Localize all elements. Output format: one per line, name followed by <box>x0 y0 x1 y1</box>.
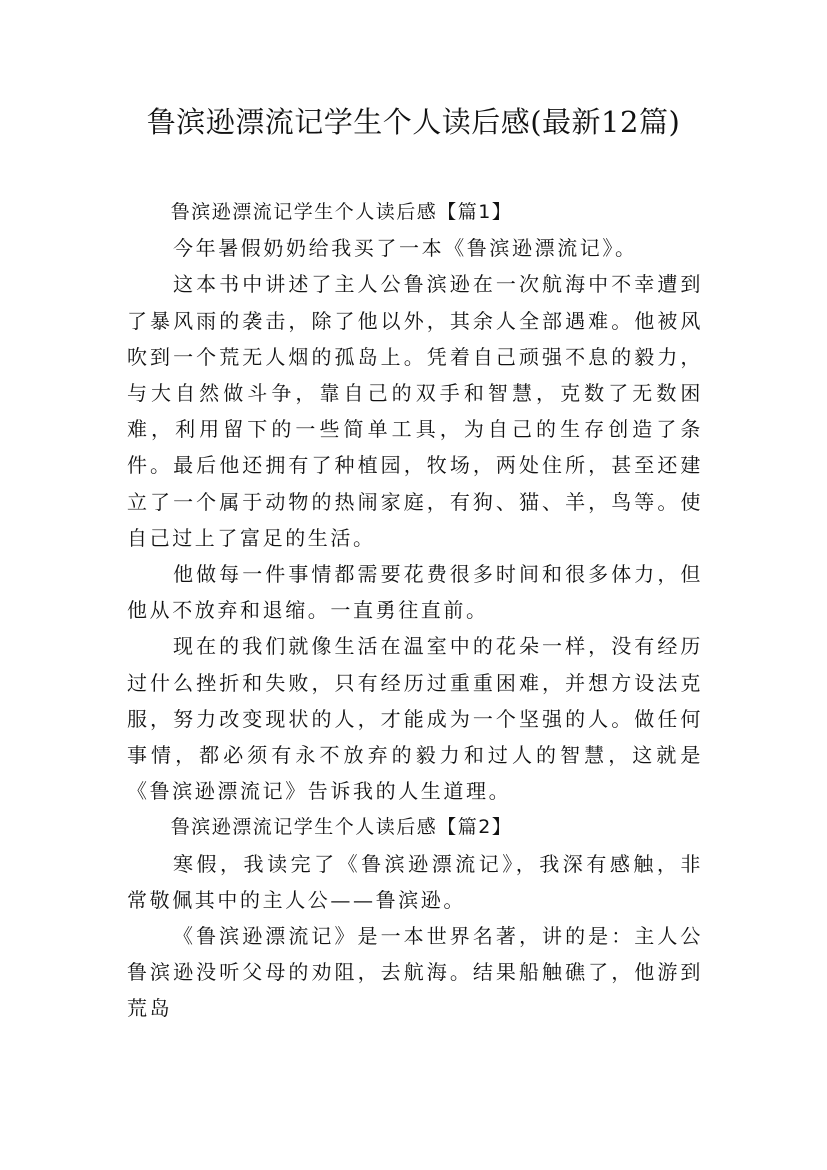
paragraph: 《鲁滨逊漂流记》是一本世界名著，讲的是：主人公鲁滨逊没听父母的劝阻，去航海。结果船触礁了，他游到荒岛 <box>127 924 703 1021</box>
paragraph: 他做每一件事情都需要花费很多时间和很多体力，但他从不放弃和退缩。一直勇往直前。 <box>127 562 703 623</box>
paragraph: 现在的我们就像生活在温室中的花朵一样，没有经历过什么挫折和失败，只有经历过重重困难，并想方设法克服，努力改变现状的人，才能成为一个坚强的人。做任何事情，都必须有永不放弃的毅力和过人的智慧，这就是《鲁滨逊漂流记》告诉我的人生道理。 <box>127 634 703 804</box>
paragraph: 这本书中讲述了主人公鲁滨逊在一次航海中不幸遭到了暴风雨的袭击，除了他以外，其余人全部遇难。他被风吹到一个荒无人烟的孤岛上。凭着自己顽强不息的毅力，与大自然做斗争，靠自己的双手和智慧，克数了无数困难，利用留下的一些简单工具，为自己的生存创造了条件。最后他还拥有了种植园，牧场，两处住所，甚至还建立了一个属于动物的热闹家庭，有狗、猫、羊，鸟等。使自己过上了富足的生活。 <box>127 272 703 550</box>
section-heading-1: 鲁滨逊漂流记学生个人读后感【篇1】 <box>170 201 513 223</box>
document-body <box>127 194 703 1027</box>
document-title: 鲁滨逊漂流记学生个人读后感(最新12篇) <box>146 105 681 139</box>
section-heading-2: 鲁滨逊漂流记学生个人读后感【篇2】 <box>170 816 513 839</box>
paragraph: 今年暑假奶奶给我买了一本《鲁滨逊漂流记》。 <box>173 236 638 261</box>
paragraph: 寒假，我读完了《鲁滨逊漂流记》，我深有感触，非常敬佩其中的主人公——鲁滨逊。 <box>127 851 703 912</box>
